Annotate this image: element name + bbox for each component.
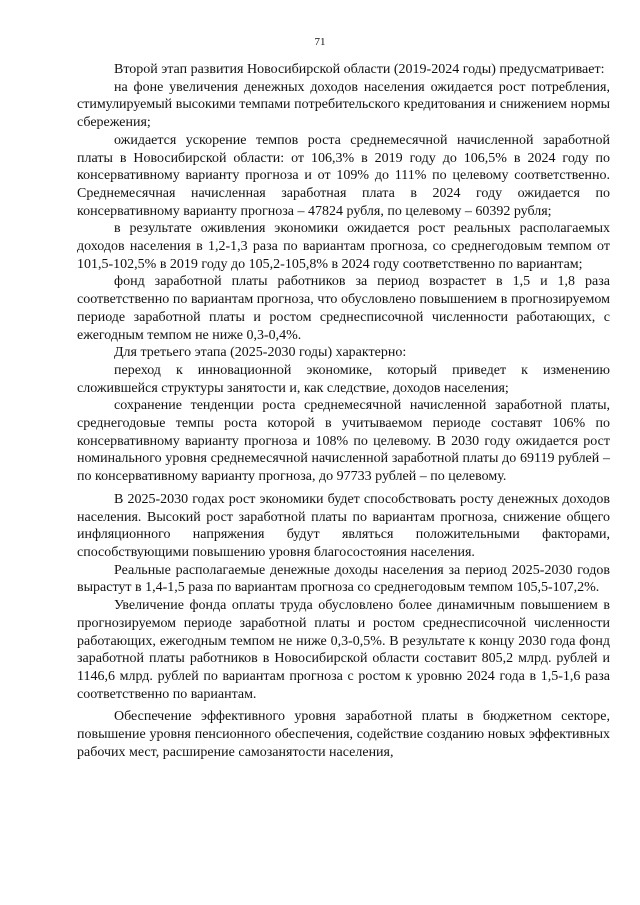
paragraph-third-stage-intro: Для третьего этапа (2025-2030 годы) характерно: [114, 345, 407, 361]
paragraph-real-income-growth: в результате оживления экономики ожидается рост реальных располагаемых доходов населения в 1,2-1,3 раза по вариантам прогноза, со среднегодовым темпом от 101,5-102,5% в 2019 году до 105,2-105,8% в 2024 году соответственно по вариантам; [77, 221, 610, 272]
paragraph-wage-growth-acceleration: ожидается ускорение темпов роста среднемесячной начисленной заработной платы в Новосибирской области: от 106,3% в 2019 году до 106,5% в 2024 году по консервативному варианту прогноза и от 109% до 111% по целевому соответственно. Среднемесячная начисленная заработная плата в 2024 году ожидается по консервативному варианту прогноза – 47824 рубля, по целевому – 60392 рубля; [77, 132, 610, 219]
paragraph-wage-fund-increase: Увеличение фонда оплаты труда обусловлено более динамичным повышением в прогнозируемом периоде заработной платы и ростом среднесписочной численности работающих, ежегодным темпом не ниже 0,3-0,5%. В результате к концу 2030 года фонд заработной платы работников в Новосибирской области составит 805,2 млрд. рублей и 1146,6 млрд. рублей по вариантам прогноза с ростом к уровню 2024 года в 1,5-1,6 раза соответственно по вариантам. [77, 598, 610, 702]
paragraph-public-sector-wages: Обеспечение эффективного уровня заработной платы в бюджетном секторе, повышение уровня пенсионного обеспечения, содействие созданию новых эффективных рабочих мест, расширение самозанятости населения, [77, 709, 610, 760]
paragraph-wage-trend-continuation: сохранение тенденции роста среднемесячной начисленной заработной платы, среднегодовые темпы роста которой в учитываемом периоде составят 106% по консервативному варианту прогноза и 108% по целевому. В 2030 году ожидается рост номинального уровня среднемесячной начисленной заработной платы до 69119 рублей – по консервативному варианту прогноза, до 97733 рублей – по целевому. [77, 398, 610, 485]
paragraph-consumption-growth: на фоне увеличения денежных доходов населения ожидается рост потребления, стимулируемый высокими темпами потребительского кредитования и снижением нормы сбережения; [77, 79, 610, 131]
page-number: 71 [314, 36, 326, 48]
paragraph-second-stage-intro: Второй этап развития Новосибирской области (2019-2024 годы) предусматривает: [114, 62, 605, 77]
body-text [77, 61, 610, 761]
paragraph-wage-fund-growth: фонд заработной платы работников за период возрастет в 1,5 и 1,8 раза соответственно по вариантам прогноза, что обусловлено повышением в прогнозируемом периоде заработной платы и ростом среднесписочной численности работающих, с ежегодным темпом не ниже 0,3-0,4%. [77, 274, 610, 343]
paragraph-2025-2030-income-growth: В 2025-2030 годах рост экономики будет способствовать росту денежных доходов населения. Высокий рост заработной платы по вариантам прогноза, снижение общего инфляционного напряжения будут являться положительными факторами, способствующими повышению уровня благосостояния населения. [77, 491, 610, 560]
paragraph-innovative-economy: переход к инновационной экономике, который приведет к изменению сложившейся структуры занятости и, как следствие, доходов населения; [77, 362, 610, 396]
paragraph-real-disposable-income: Реальные располагаемые денежные доходы населения за период 2025-2030 годов вырастут в 1,4-1,5 раза по вариантам прогноза со среднегодовым темпом 105,5-107,2%. [77, 562, 610, 596]
